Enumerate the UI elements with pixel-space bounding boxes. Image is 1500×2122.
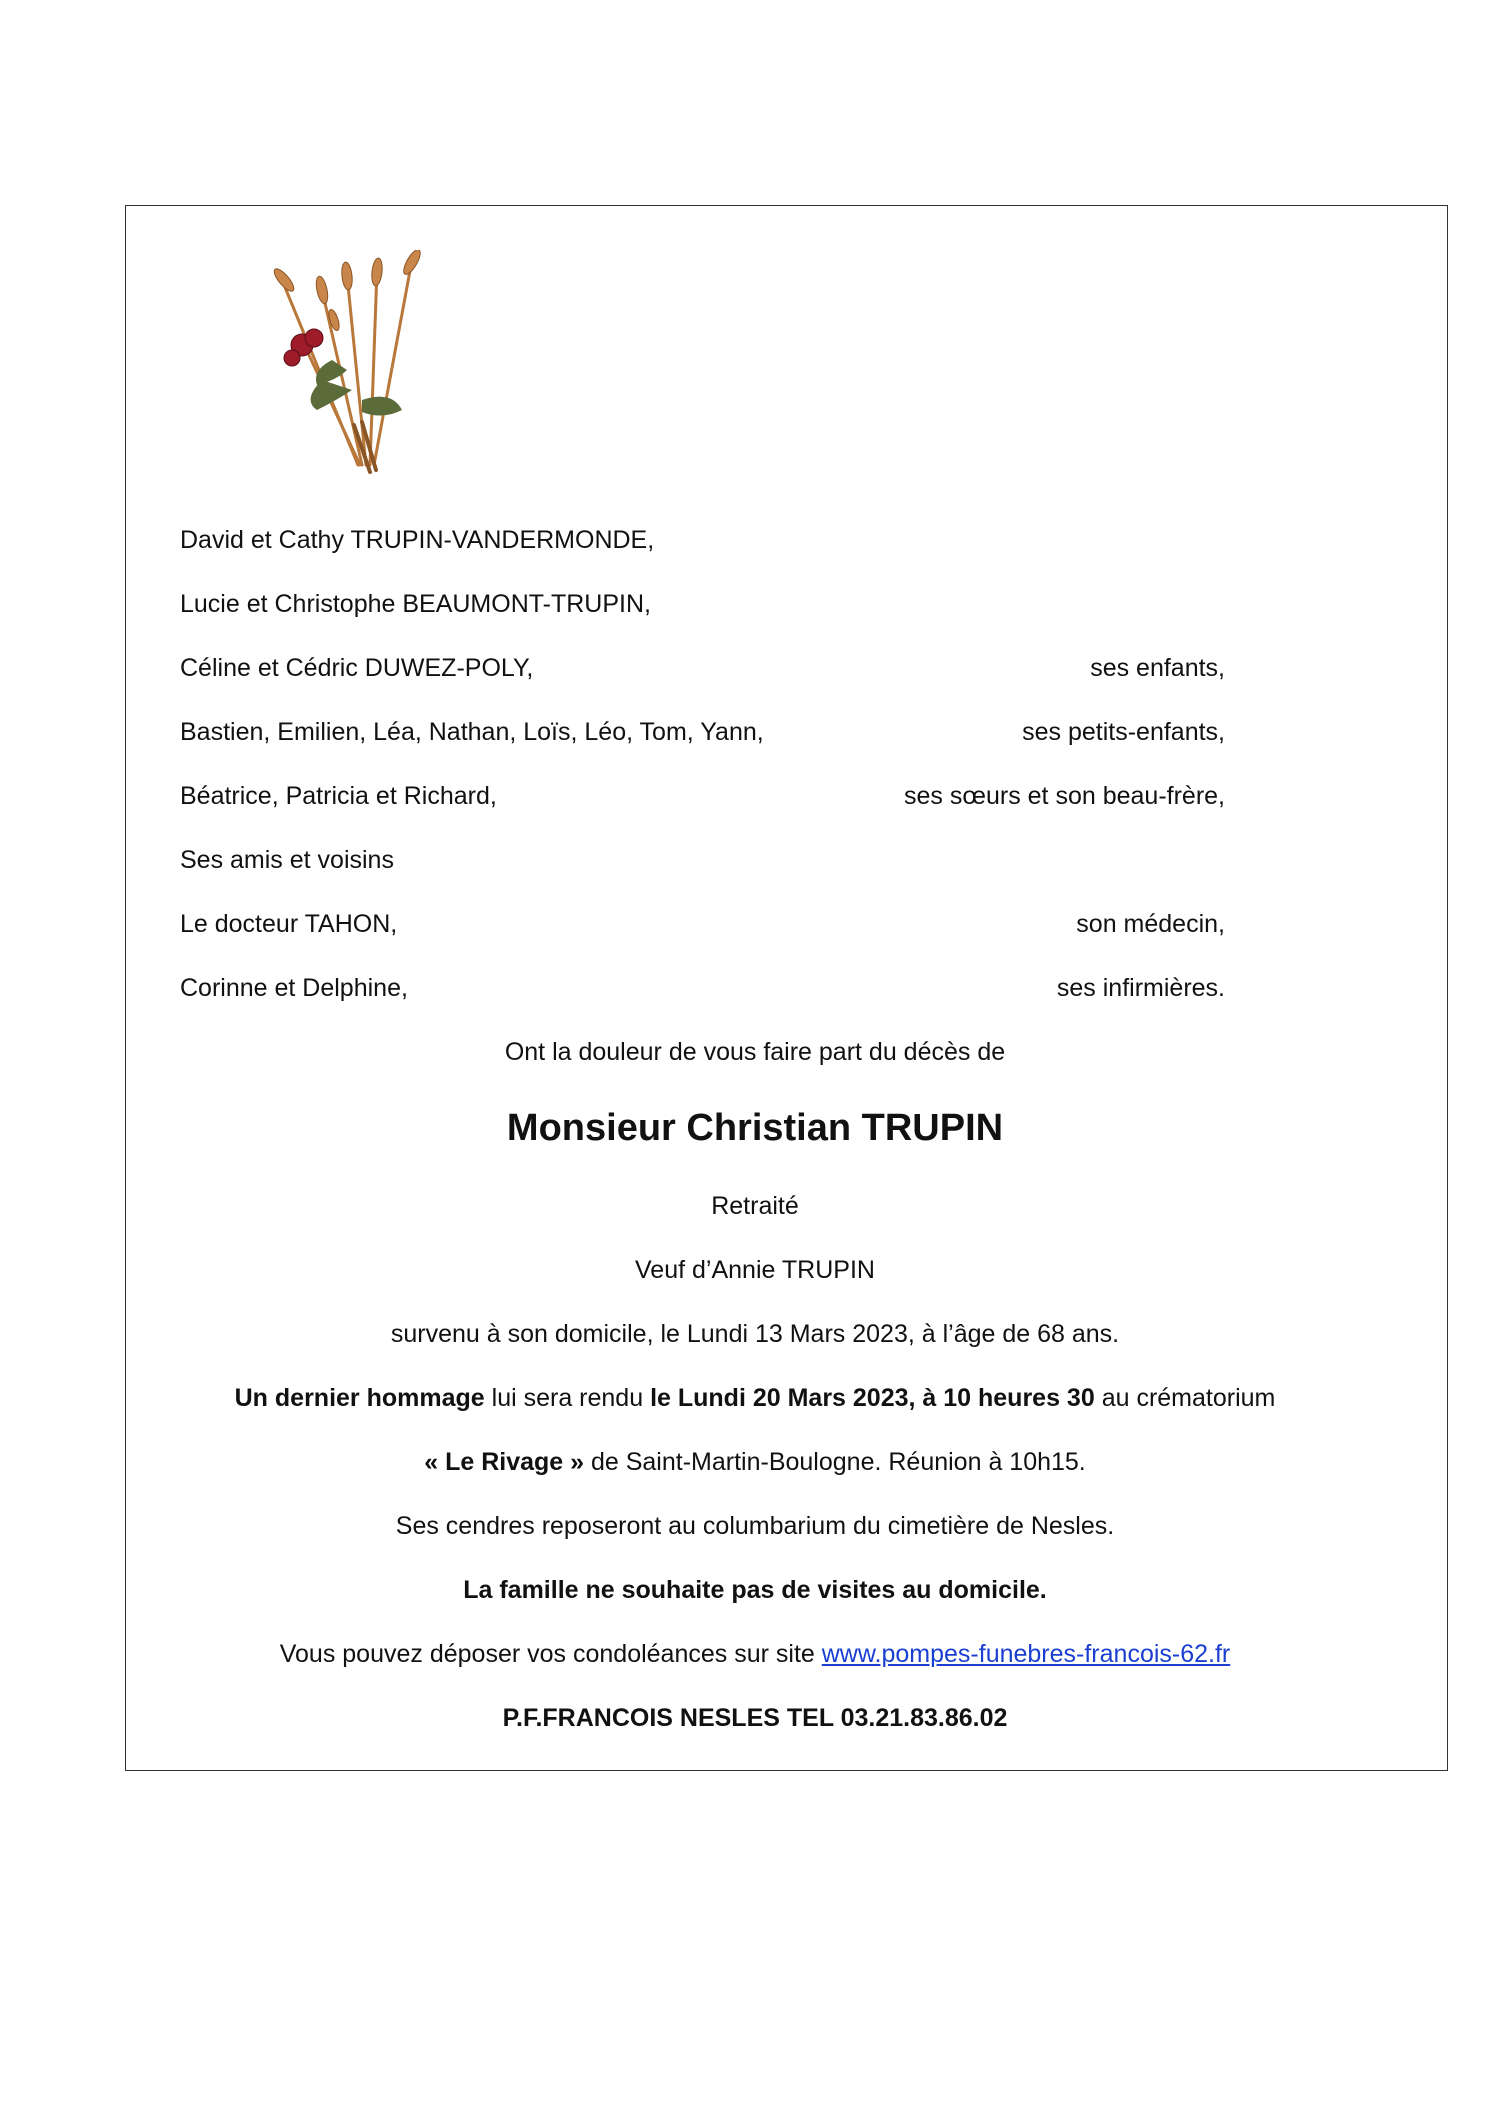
family-name: Ses amis et voisins <box>180 846 394 874</box>
family-relation: ses sœurs et son beau-frère, <box>904 782 1225 810</box>
condolences-line <box>125 1634 1385 1674</box>
family-row <box>180 520 1225 560</box>
no-visits-text: La famille ne souhaite pas de visites au domicile. <box>463 1576 1047 1604</box>
family-row <box>180 648 1225 688</box>
condolences-link[interactable]: www.pompes-funebres-francois-62.fr <box>821 1640 1231 1668</box>
family-name: Bastien, Emilien, Léa, Nathan, Loïs, Léo, Tom, Yann, <box>180 718 764 746</box>
funeral-home-contact: P.F.FRANCOIS NESLES TEL 03.21.83.86.02 <box>502 1704 1008 1732</box>
ceremony-date: le Lundi 20 Mars 2023, à 10 heures 30 <box>650 1384 1095 1412</box>
venue-line <box>125 1442 1385 1482</box>
ceremony-label: Un dernier hommage <box>234 1384 485 1412</box>
family-relation: son médecin, <box>1076 910 1225 938</box>
family-relation: ses infirmières. <box>1056 974 1225 1002</box>
family-row <box>180 584 1225 624</box>
ceremony-text: lui sera rendu <box>484 1384 651 1412</box>
deceased-occupation: Retraité <box>711 1192 799 1220</box>
deceased-widower: Veuf d’Annie TRUPIN <box>635 1256 875 1284</box>
family-relation: ses petits-enfants, <box>1022 718 1225 746</box>
family-row <box>180 840 1225 880</box>
family-row <box>180 712 1225 752</box>
ashes-text: Ses cendres reposeront au columbarium du cimetière de Nesles. <box>395 1512 1115 1540</box>
family-name: Céline et Cédric DUWEZ-POLY, <box>180 654 534 682</box>
ceremony-line <box>125 1378 1385 1418</box>
family-name: Corinne et Delphine, <box>180 974 408 1002</box>
family-name: Béatrice, Patricia et Richard, <box>180 782 497 810</box>
family-row <box>180 776 1225 816</box>
family-row <box>180 904 1225 944</box>
family-relation: ses enfants, <box>1090 654 1225 682</box>
deceased-name: Monsieur Christian TRUPIN <box>506 1107 1004 1149</box>
venue-details: de Saint-Martin-Boulogne. Réunion à 10h15. <box>584 1448 1086 1476</box>
family-name: Lucie et Christophe BEAUMONT-TRUPIN, <box>180 590 651 618</box>
death-details: survenu à son domicile, le Lundi 13 Mars 2023, à l’âge de 68 ans. <box>390 1320 1120 1348</box>
wheat-rose-bouquet-icon <box>262 250 442 480</box>
venue-name: « Le Rivage » <box>424 1448 585 1476</box>
family-name: Le docteur TAHON, <box>180 910 398 938</box>
family-name: David et Cathy TRUPIN-VANDERMONDE, <box>180 526 655 554</box>
condolences-text: Vous pouvez déposer vos condoléances sur site <box>279 1640 822 1668</box>
announcement-text: Ont la douleur de vous faire part du décès de <box>504 1038 1006 1066</box>
ceremony-place: au crématorium <box>1094 1384 1276 1412</box>
family-row <box>180 968 1225 1008</box>
